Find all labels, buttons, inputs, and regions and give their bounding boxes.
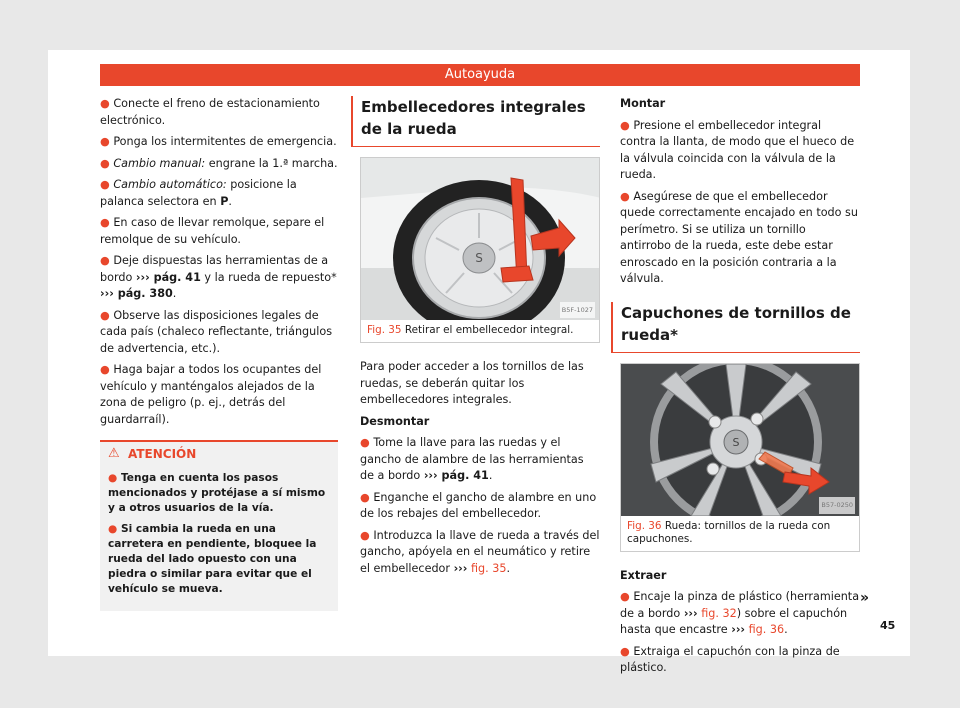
list-item: ● Tome la llave para las ruedas y el gancho de alambre de las herramientas de a bordo ››› pág. 41.	[360, 436, 584, 482]
continue-mark: »	[860, 590, 870, 606]
bullet-icon: ●	[108, 471, 121, 484]
bullet-icon: ●	[620, 118, 634, 132]
figure-reference-link[interactable]: fig. 32	[701, 606, 737, 620]
section-title: Capuchones de tornillos de rueda*	[611, 302, 860, 353]
column-2	[360, 96, 600, 582]
list-item: ● Observe las disposiciones legales de cada país (chaleco reflectante, triángulos de advertencia, etc.).	[100, 308, 333, 355]
page-number: 45	[880, 619, 896, 632]
list-item: ● Deje dispuestas las herramientas de a bordo ››› pág. 41 y la rueda de repuesto* ››› pág. 380.	[100, 254, 337, 300]
column-3	[620, 96, 860, 682]
bullet-icon: ●	[100, 135, 114, 148]
page-reference-link[interactable]: ››› pág. 380	[100, 287, 173, 300]
paragraph: Para poder acceder a los tornillos de las ruedas, se deberán quitar los embellecedores integrales.	[360, 360, 584, 406]
figure-code: B57-0250	[819, 497, 855, 514]
bullet-icon: ●	[100, 97, 114, 110]
figure-code: B5F-1027	[560, 302, 595, 319]
bullet-icon: ●	[100, 363, 114, 376]
list-item: ● Presione el embellecedor integral contra la llanta, de modo que el hueco de la válvula coincida con la válvula de la rueda.	[620, 118, 855, 181]
page-reference-link[interactable]: ››› pág. 41	[135, 270, 201, 284]
list-item: ● Cambio manual: engrane la 1.ª marcha.	[100, 156, 338, 170]
figure-caption: Fig. 35 Retirar el embellecedor integral.	[367, 324, 574, 336]
bullet-icon: ●	[360, 436, 374, 449]
chapter-header: Autoayuda	[100, 64, 860, 86]
column-1	[100, 96, 338, 611]
list-item: ● Introduzca la llave de rueda a través del gancho, apóyela en el neumático y retire el embellecedor ››› fig. 35.	[360, 528, 600, 575]
wheel-bolt-caps-illustration	[621, 364, 859, 516]
wheel-bolt-caps-image	[621, 364, 859, 516]
figure-reference-link[interactable]: fig. 35	[470, 561, 507, 575]
list-item: ● Haga bajar a todos los ocupantes del vehículo y manténgalos alejados de la zona de peligro (p. ej., detrás del guardarraíl).	[100, 363, 322, 426]
bullet-icon: ●	[100, 308, 114, 322]
list-item: ● Conecte el freno de estacionamiento electrónico.	[100, 97, 320, 127]
wheel-cover-illustration	[361, 158, 599, 320]
page-reference-link[interactable]: ››› pág. 41	[423, 469, 489, 482]
bullet-icon: ●	[100, 156, 114, 170]
bullet-icon: ●	[360, 490, 374, 504]
list-item: ● Cambio automático: posicione la palanca selectora en P.	[100, 178, 297, 208]
figure-reference-link[interactable]: fig. 36	[748, 623, 785, 636]
warning-item: ● Tenga en cuenta los pasos mencionados y protéjase a sí mismo y a otros usuarios de la vía.	[108, 471, 326, 514]
subheading-montar: Montar	[620, 97, 666, 110]
list-item: ● Ponga los intermitentes de emergencia.	[100, 135, 337, 148]
list-item: ● En caso de llevar remolque, separe el remolque de su vehículo.	[100, 216, 325, 246]
warning-box	[100, 440, 338, 611]
svg-text:S: S	[475, 251, 483, 265]
list-item: ● Enganche el gancho de alambre en uno de los rebajes del embellecedor.	[360, 490, 597, 520]
bullet-icon: ●	[620, 590, 634, 603]
warning-triangle-icon: ⚠	[108, 446, 120, 461]
bullet-icon: ●	[100, 254, 114, 267]
figure-36	[620, 363, 860, 552]
warning-heading: ⚠ ATENCIÓN	[108, 446, 197, 461]
subheading-extraer: Extraer	[620, 568, 667, 582]
figure-caption: Fig. 36 Rueda: tornillos de la rueda con capuchones.	[627, 519, 831, 545]
bullet-icon: ●	[620, 189, 634, 203]
warning-item: ● Si cambia la rueda en una carretera en pendiente, bloquee la rueda del lado opuesto con una piedra o similar para evitar que el vehículo se mueva.	[108, 522, 317, 595]
bullet-icon: ●	[620, 644, 634, 658]
list-item: ● Encaje la pinza de plástico (herramienta de a bordo ››› fig. 32) sobre el capuchón hasta que encastre ››› fig. 36.	[620, 590, 860, 636]
svg-text:S: S	[732, 435, 740, 449]
figure-35	[360, 157, 600, 343]
bullet-icon: ●	[100, 216, 114, 229]
subheading-desmontar: Desmontar	[360, 414, 430, 428]
wheel-cover-image	[361, 158, 599, 320]
bullet-icon: ●	[108, 522, 121, 535]
list-item: ● Asegúrese de que el embellecedor quede correctamente encajado en todo su perímetro. Si se utiliza un tornillo antirrobo de la rueda, este debe estar enroscado en la posición contraria a la válvula.	[620, 189, 858, 285]
bullet-icon: ●	[100, 178, 114, 191]
bullet-icon: ●	[360, 528, 374, 542]
list-item: ● Extraiga el capuchón con la pinza de plástico.	[620, 644, 840, 674]
section-title: Embellecedores integrales de la rueda	[351, 96, 600, 147]
